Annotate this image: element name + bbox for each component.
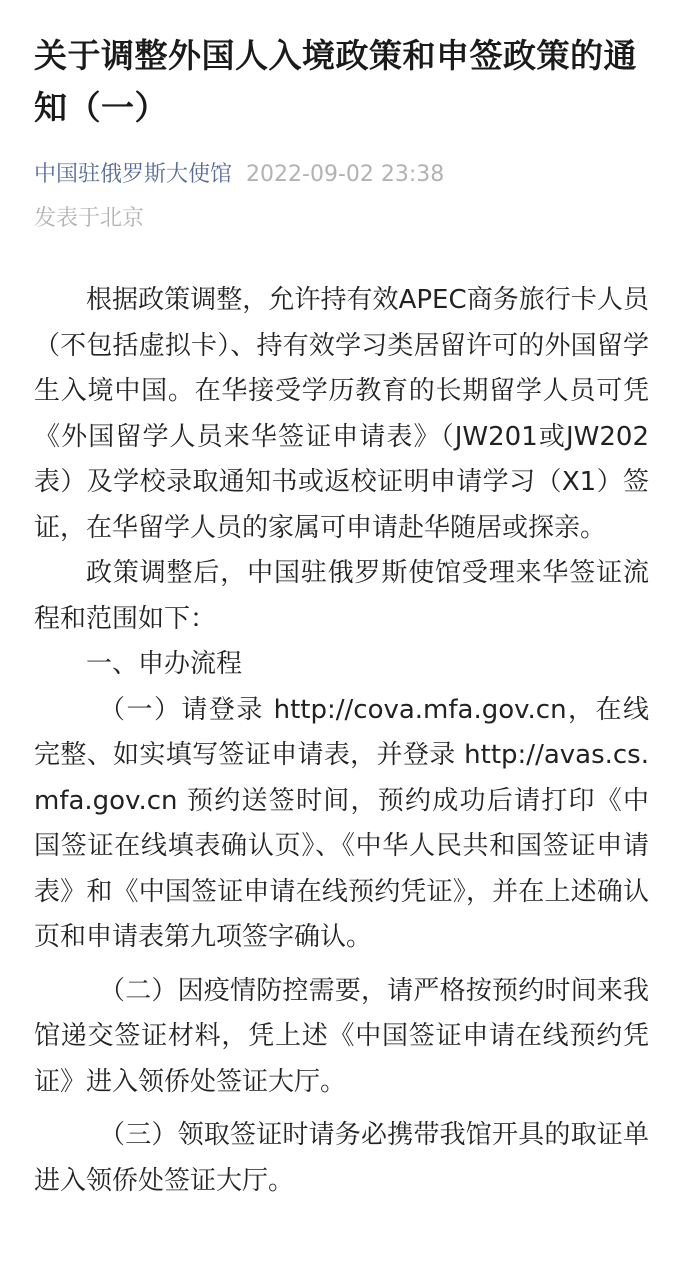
step-one <box>34 688 649 961</box>
cova-link[interactable]: http://cova.mfa.gov.cn <box>273 694 567 725</box>
article-meta <box>34 160 649 190</box>
step-one-lead: （一）请登录 <box>99 694 274 725</box>
article-title: 关于调整外国人入境政策和申签政策的通知（一） <box>34 36 637 127</box>
section-heading: 一、申办流程 <box>86 649 243 679</box>
step-two: （二）因疫情防控需要，请严格按预约时间来我馆递交签证材料，凭上述《中国签证申请在线预约凭证》进入领侨处签证大厅。 <box>34 975 649 1097</box>
step-three: （三）领取签证时请务必携带我馆开具的取证单进入领侨处签证大厅。 <box>34 1120 649 1196</box>
author-link[interactable]: 中国驻俄罗斯大使馆 <box>34 162 233 187</box>
paragraph-policy: 政策调整后，中国驻俄罗斯使馆受理来华签证流程和范围如下： <box>34 558 649 634</box>
publish-location: 发表于北京 <box>34 206 145 231</box>
paragraph-intro: 根据政策调整，允许持有效APEC商务旅行卡人员（不包括虚拟卡）、持有效学习类居留许可的外国留学生入境中国。在华接受学历教育的长期留学人员可凭《外国留学人员来华签证申请表》（JW201或JW202表）及学校录取通知书或返校证明申请学习（X1）签证，在华留学人员的家属可申请赴华随居或探亲。 <box>34 285 649 543</box>
publish-date: 2022-09-02 23:38 <box>246 162 445 187</box>
avas-link[interactable]: http://avas.cs.mfa.gov.cn <box>34 740 649 816</box>
step-one-tail: 预约送签时间，预约成功后请打印《中国签证在线填表确认页》、《中华人民共和国签证申请表》和《中国签证申请在线预约凭证》，并在上述确认页和申请表第九项签字确认。 <box>34 785 649 952</box>
article-content <box>34 278 649 1204</box>
step-one-mid: ，在线完整、如实填写签证申请表，并登录 <box>34 694 649 770</box>
